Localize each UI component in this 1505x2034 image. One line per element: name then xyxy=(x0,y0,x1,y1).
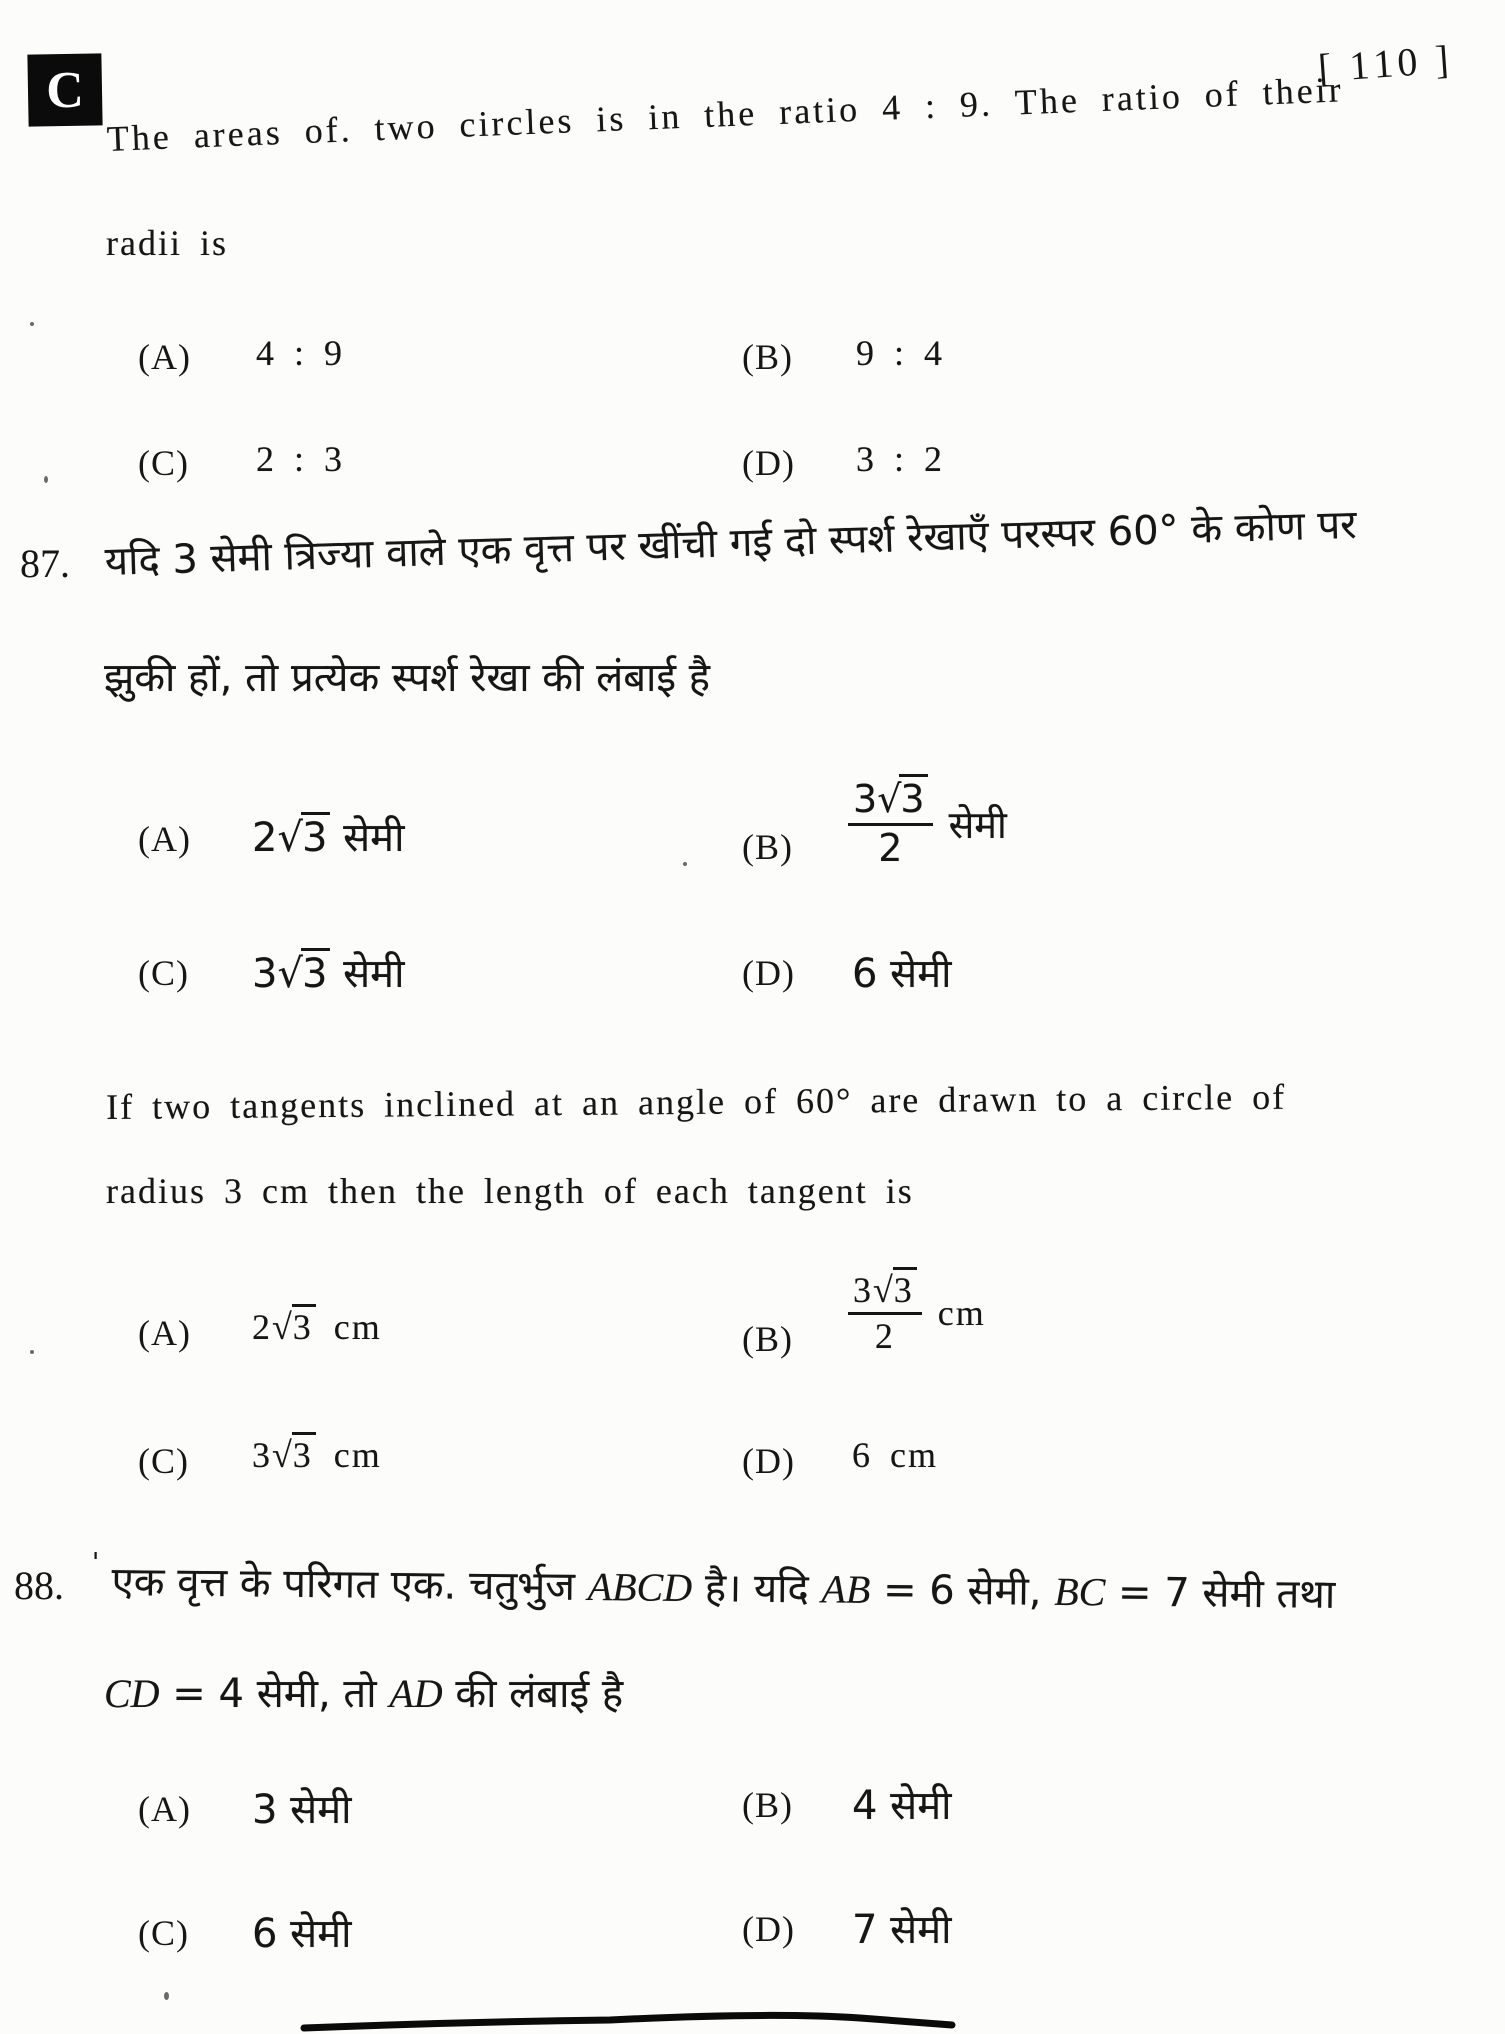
q86-option-d-value: 3 : 2 xyxy=(856,439,945,479)
stray-mark: ' xyxy=(92,1548,100,1578)
q87-en-option-a-label: (A) xyxy=(138,1313,191,1353)
set-code-box xyxy=(27,53,102,126)
q87-en-option-d-label: (D) xyxy=(742,1441,795,1481)
q88-option-d-value: 7 सेमी xyxy=(852,1907,952,1953)
set-code-label: C xyxy=(45,61,85,119)
scan-speck xyxy=(30,1350,34,1354)
q88-option-d-label: (D) xyxy=(742,1909,795,1949)
q87-en-option-c-value: 3√3 cm xyxy=(252,1434,382,1476)
radical-sign: √ xyxy=(272,1307,294,1347)
q87-en-option-b-value: $\frac{3√3}{2}$ cm xyxy=(848,1270,986,1357)
q88-option-a-value: 3 सेमी xyxy=(252,1787,352,1833)
fraction: $\frac{3√3}{2}$ xyxy=(848,1270,922,1357)
q86-text-line2: radii is xyxy=(106,223,228,263)
q88-option-b-label: (B) xyxy=(742,1785,793,1825)
q87-hi-option-c-value: 3√3 सेमी xyxy=(252,944,404,999)
q88-option-b-value: 4 सेमी xyxy=(852,1783,952,1829)
q87-en-option-b-label: (B) xyxy=(742,1319,793,1359)
q87-hi-option-a-value: 2√3 सेमी xyxy=(252,808,404,863)
q87-english-line1: If two tangents inclined at an angle of 60° are drawn to a circle of xyxy=(106,1076,1287,1127)
q87-en-option-c-label: (C) xyxy=(138,1441,189,1481)
q87-hi-option-c-label: (C) xyxy=(138,953,189,993)
radical-sign: √ xyxy=(277,815,303,861)
q87-hi-option-d-value: 6 सेमी xyxy=(852,951,952,997)
q87-hi-option-b-value: $\frac{3√3}{2}$ सेमी xyxy=(848,778,1007,869)
q86-option-a-value: 4 : 9 xyxy=(256,333,345,373)
scan-speck xyxy=(30,322,34,326)
q86-option-b-label: (B) xyxy=(742,337,793,377)
scan-speck xyxy=(44,476,48,483)
scan-speck xyxy=(683,862,687,866)
q87-hi-option-a-label: (A) xyxy=(138,819,191,859)
radical-sign: √ xyxy=(877,777,902,821)
q87-number: 87. xyxy=(20,541,70,586)
scan-speck xyxy=(164,1992,169,2000)
q88-option-c-value: 6 सेमी xyxy=(252,1911,352,1957)
q88-hindi-line2: CD = 4 सेमी, तो AD की लंबाई है xyxy=(104,1671,624,1717)
q86-option-c-value: 2 : 3 xyxy=(256,439,345,479)
q88-option-a-label: (A) xyxy=(138,1789,191,1829)
q87-hi-option-b-label: (B) xyxy=(742,827,793,867)
q87-hindi-line2: झुकी हों, तो प्रत्येक स्पर्श रेखा की लंबाई है xyxy=(104,655,710,701)
bottom-scan-artifact xyxy=(300,2006,960,2034)
q86-option-a-label: (A) xyxy=(138,337,191,377)
radical-sign: √ xyxy=(873,1270,895,1310)
q86-text-line1: The areas of. two circles is in the ratio 4 : 9. The ratio of their xyxy=(106,69,1345,159)
radical-sign: √ xyxy=(272,1435,294,1475)
q87-en-option-a-value: 2√3 cm xyxy=(252,1306,382,1348)
q86-option-c-label: (C) xyxy=(138,443,189,483)
q88-number: 88. xyxy=(14,1563,64,1608)
q86-option-d-label: (D) xyxy=(742,443,795,483)
q87-en-option-d-value: 6 cm xyxy=(852,1435,938,1475)
q87-english-line2: radius 3 cm then the length of each tangent is xyxy=(106,1171,914,1211)
q86-option-b-value: 9 : 4 xyxy=(856,333,945,373)
q88-option-c-label: (C) xyxy=(138,1913,189,1953)
q87-hindi-line1: यदि 3 सेमी त्रिज्या वाले एक वृत्त पर खींची गई दो स्पर्श रेखाएँ परस्पर 60° के कोण पर xyxy=(104,501,1358,585)
fraction: $\frac{3√3}{2}$ xyxy=(848,778,933,869)
q87-hi-option-d-label: (D) xyxy=(742,953,795,993)
q88-hindi-line1: एक वृत्त के परिगत एक. चतुर्भुज ABCD है। यदि AB = 6 सेमी, BC = 7 सेमी तथा xyxy=(111,1558,1336,1618)
radical-sign: √ xyxy=(277,951,303,997)
page-number: [ 110 ] xyxy=(1316,36,1455,91)
